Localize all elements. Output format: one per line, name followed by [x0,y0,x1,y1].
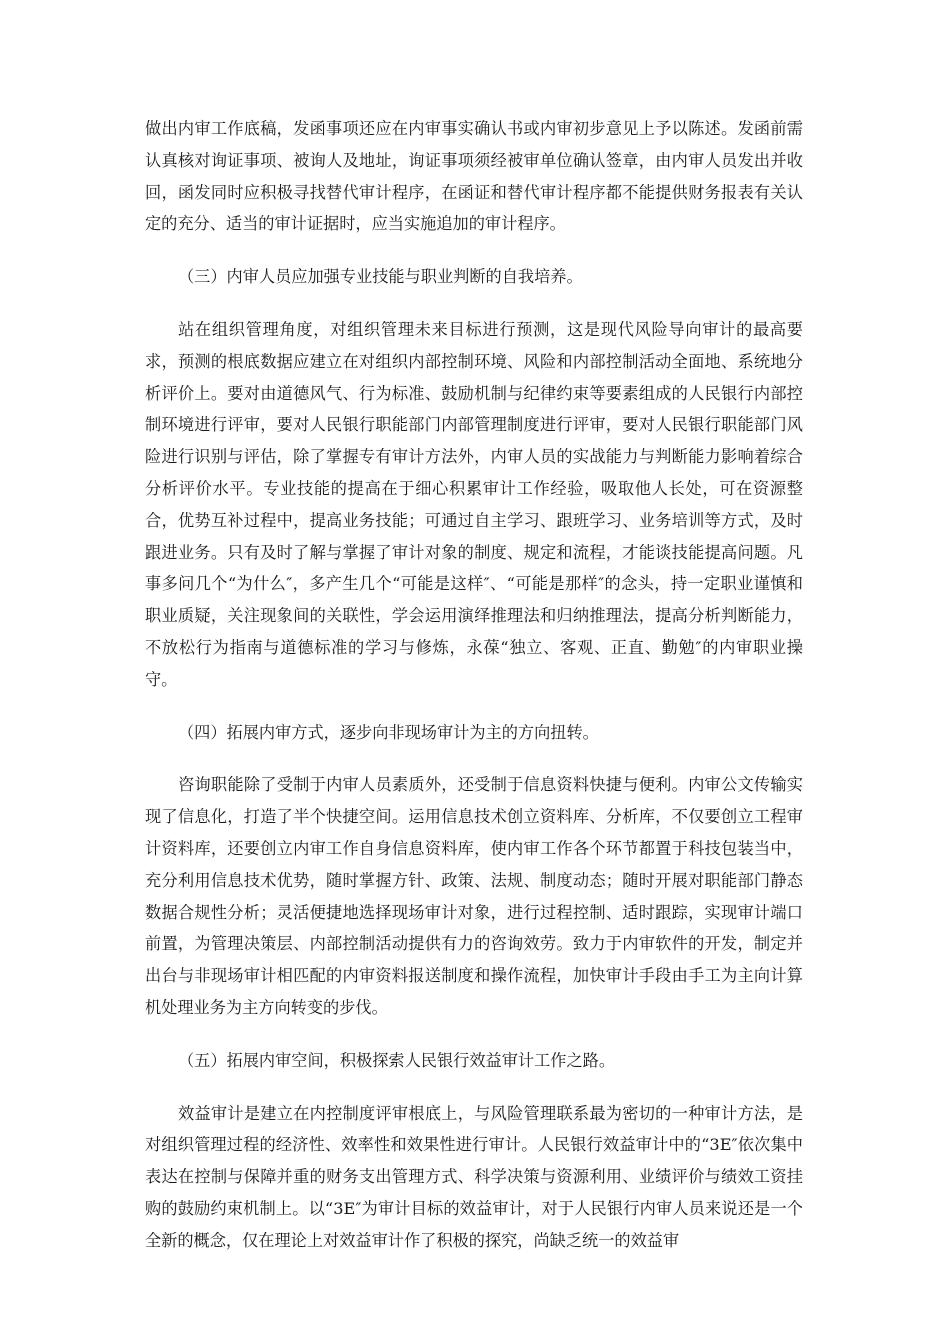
section-heading-4: （四）拓展内审方式，逐步向非现场审计为主的方向扭转。 [178,722,599,742]
paragraph-section-5: 效益审计是建立在内控制度评审根底上，与风险管理联系最为密切的一种审计方法，是对组织管理过程的经济性、效率性和效果性进行审计。人民银行效益审计中的“3E″依次集中表达在控制与保障并重的财务支出管理方式、科学决策与资源利用、业绩评价与绩效工资挂购的鼓励约束机制上。以“3E″为审计目标的效益审计，对于人民银行内审人员来说还是一个全新的概念，仅在理论上对效益审计作了积极的探究，尚缺乏统一的效益审 [145,1103,803,1250]
document-body [145,113,803,1278]
paragraph-section-4: 咨询职能除了受制于内审人员素质外，还受制于信息资料快捷与便利。内审公文传输实现了信息化，打造了半个快捷空间。运用信息技术创立资料库、分析库，不仅要创立工程审计资料库，还要创立内审工作自身信息资料库，使内审工作各个环节都置于科技包装当中，充分利用信息技术优势，随时掌握方针、政策、法规、制度动态；随时开展对职能部门静态数据合规性分析；灵活便捷地选择现场审计对象，进行过程控制、适时跟踪，实现审计端口前置，为管理决策层、内部控制活动提供有力的咨询效劳。致力于内审软件的开发，制定并出台与非现场审计相匹配的内审资料报送制度和操作流程，加快审计手段由手工为主向计算机处理业务为主方向转变的步伐。 [145,775,803,1017]
paragraph-continued: 做出内审工作底稿，发函事项还应在内审事实确认书或内审初步意见上予以陈述。发函前需认真核对询证事项、被询人及地址，询证事项须经被审单位确认签章，由内审人员发出并收回，函发同时应积极寻找替代审计程序，在函证和替代审计程序都不能提供财务报表有关认定的充分、适当的审计证据时，应当实施追加的审计程序。 [145,119,803,234]
section-heading-5: （五）拓展内审空间，积极探索人民银行效益审计工作之路。 [178,1050,616,1070]
paragraph-section-3: 站在组织管理角度，对组织管理未来目标进行预测，这是现代风险导向审计的最高要求，预测的根底数据应建立在对组织内部控制环境、风险和内部控制活动全面地、系统地分析评价上。要对由道德风气、行为标准、鼓励机制与纪律约束等要素组成的人民银行内部控制环境进行评审，要对人民银行职能部门内部管理制度进行评审，要对人民银行职能部门风险进行识别与评估，除了掌握专有审计方法外，内审人员的实战能力与判断能力影响着综合分析评价水平。专业技能的提高在于细心积累审计工作经验，吸取他人长处，可在资源整合，优势互补过程中，提高业务技能；可通过自主学习、跟班学习、业务培训等方式，及时跟进业务。只有及时了解与掌握了审计对象的制度、规定和流程，才能谈技能提高问题。凡事多问几个“为什么″，多产生几个“可能是这样″、“可能是那样″的念头，持一定职业谨慎和职业质疑，关注现象间的关联性，学会运用演绎推理法和归纳推理法，提高分析判断能力，不放松行为指南与道德标准的学习与修炼，永葆“独立、客观、正直、勤勉″的内审职业操守。 [145,319,803,689]
section-heading-3: （三）内审人员应加强专业技能与职业判断的自我培养。 [178,267,583,287]
